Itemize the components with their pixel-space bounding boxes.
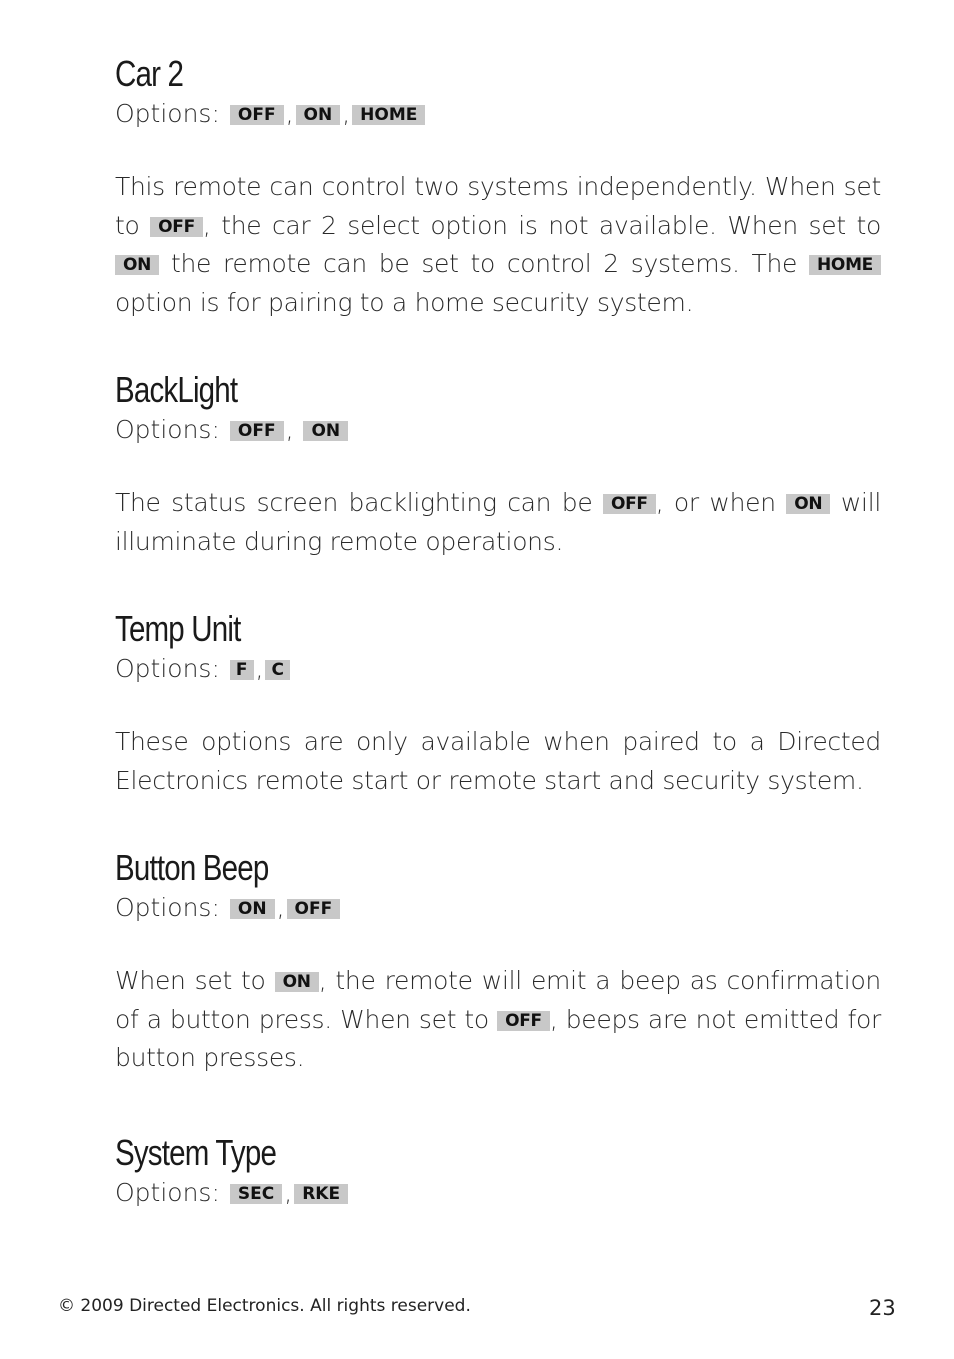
- options-line: Options: SEC , RKE: [115, 1177, 881, 1209]
- option-chip: F: [230, 660, 254, 680]
- options-line: Options: F , C: [115, 653, 881, 685]
- option-chip: ON: [296, 105, 341, 125]
- option-chip: OFF: [287, 899, 341, 919]
- copyright-notice: © 2009 Directed Electronics. All rights reserved.: [58, 1296, 471, 1316]
- section-temp-unit: [115, 609, 881, 800]
- option-chip: OFF: [150, 217, 203, 237]
- section-title: BackLight: [115, 369, 238, 410]
- page-number: 23: [869, 1296, 896, 1320]
- option-chip: ON: [230, 899, 275, 919]
- option-chip: HOME: [352, 105, 425, 125]
- option-chip: OFF: [603, 494, 656, 514]
- option-chip: ON: [275, 972, 319, 992]
- option-chip: OFF: [230, 421, 284, 441]
- section-description: When set to ON , the remote will emit a beep as confirmation of a button press. When set to OFF , beeps are not emitted for button presses.: [115, 966, 881, 1072]
- options-label: Options:: [115, 654, 220, 683]
- section-description: The status screen backlighting can be OFF , or when ON will illuminate during remote operations.: [115, 488, 881, 556]
- section-button-beep: [115, 848, 881, 1078]
- option-chip: SEC: [230, 1184, 282, 1204]
- option-chip: HOME: [809, 255, 881, 275]
- option-chip: C: [265, 660, 289, 680]
- section-system-type: [115, 1133, 881, 1209]
- section-title: Temp Unit: [115, 608, 241, 649]
- section-description: This remote can control two systems independently. When set to OFF , the car 2 select option is not available. When set to ON the remote can be set to control 2 systems. The HOME option is for pairing to a home security system.: [115, 172, 881, 317]
- section-car-2: [115, 54, 881, 322]
- section-title: Car 2: [115, 53, 184, 94]
- options-label: Options:: [115, 99, 220, 128]
- options-label: Options:: [115, 893, 220, 922]
- option-chip: OFF: [497, 1011, 550, 1031]
- options-line: Options: ON , OFF: [115, 892, 881, 924]
- section-description: These options are only available when paired to a Directed Electronics remote start or remote start and security system.: [115, 727, 881, 795]
- options-line: Options: OFF , ON , HOME: [115, 98, 881, 130]
- option-chip: OFF: [230, 105, 284, 125]
- options-label: Options:: [115, 415, 220, 444]
- options-label: Options:: [115, 1178, 220, 1207]
- option-chip: ON: [115, 255, 159, 275]
- option-chip: RKE: [294, 1184, 348, 1204]
- section-backlight: [115, 370, 881, 561]
- section-title: System Type: [115, 1132, 277, 1173]
- section-title: Button Beep: [115, 847, 269, 888]
- option-chip: ON: [303, 421, 348, 441]
- options-line: Options: OFF , ON: [115, 414, 881, 446]
- option-chip: ON: [786, 494, 830, 514]
